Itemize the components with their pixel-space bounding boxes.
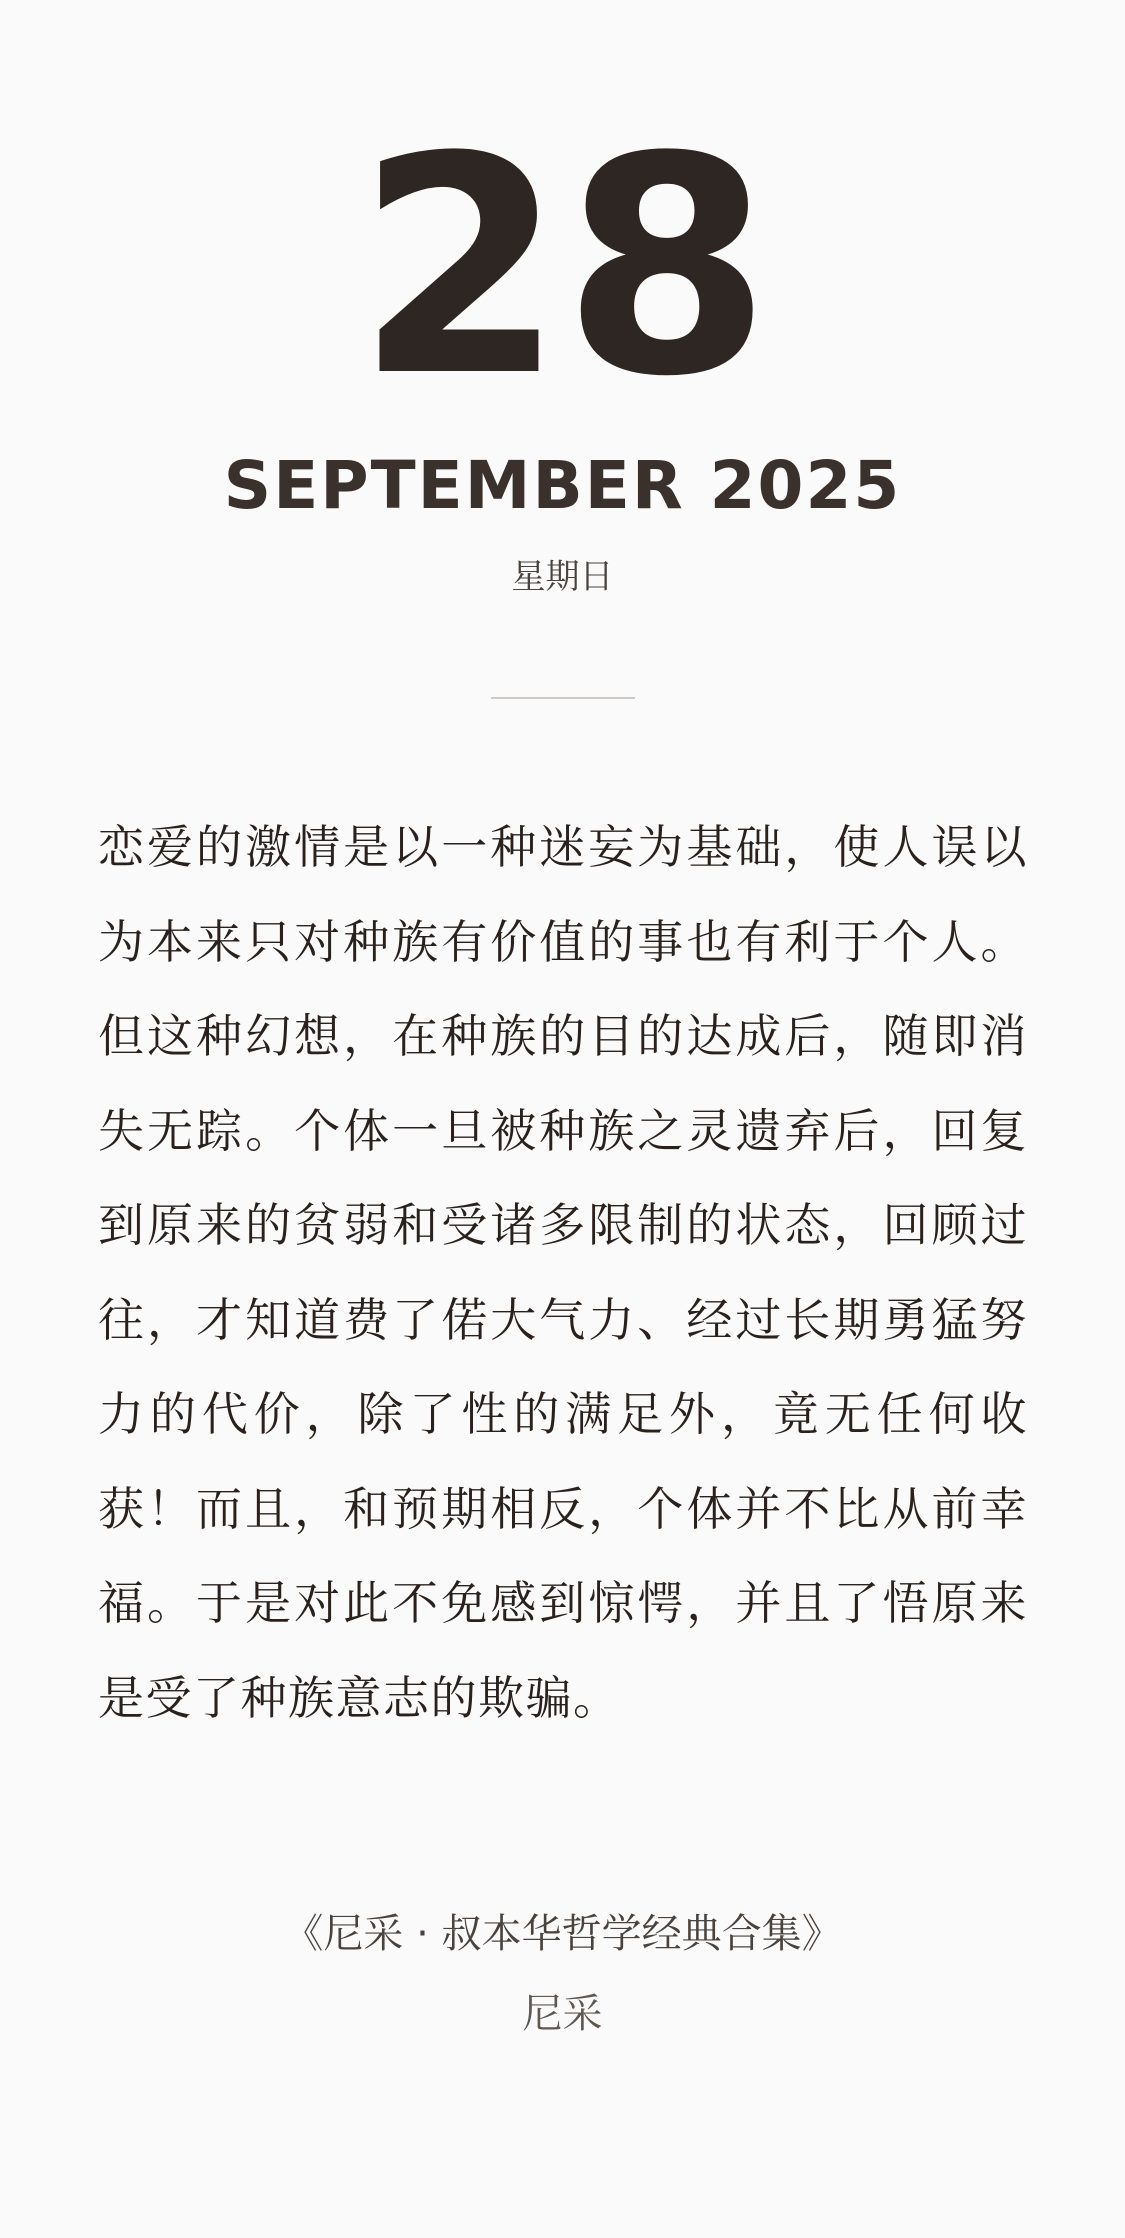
- quote-text: 恋爱的激情是以一种迷妄为基础，使人误以为本来只对种族有价值的事也有利于个人。但这种幻想，在种族的目的达成后，随即消失无踪。个体一旦被种族之灵遗弃后，回复到原来的贫弱和受诸多限制的状态，回顾过往，才知道费了偌大气力、经过长期勇猛努力的代价，除了性的满足外，竟无任何收获！而且，和预期相反，个体并不比从前幸福。于是对此不免感到惊愕，并且了悟原来是受了种族意志的欺骗。: [98, 820, 1028, 1725]
- weekday: 星期日: [511, 557, 614, 597]
- day-number: 28: [355, 93, 770, 442]
- quote-author: 尼采: [522, 1991, 603, 2037]
- quote-source: 《尼采 · 叔本华哲学经典合集》: [283, 1911, 842, 1957]
- divider: [491, 697, 635, 699]
- month-year: SEPTEMBER 2025: [223, 447, 902, 524]
